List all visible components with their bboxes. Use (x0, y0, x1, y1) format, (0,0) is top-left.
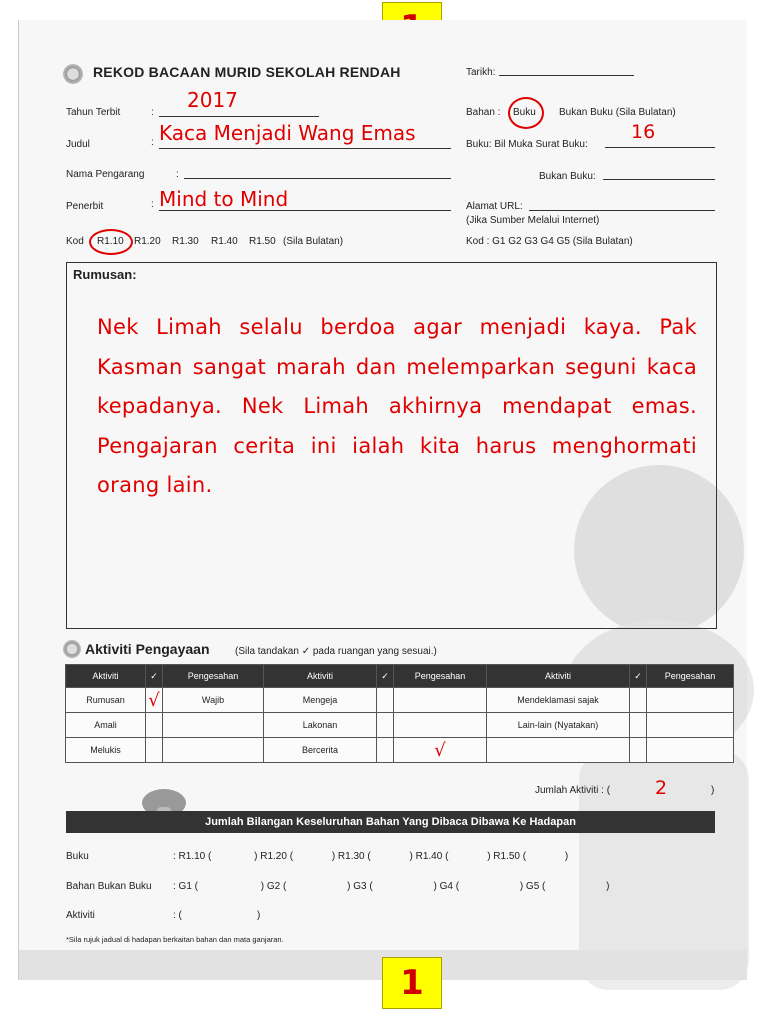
sun-icon (63, 64, 83, 84)
cell-activity: Bercerita (264, 738, 377, 763)
table-row (66, 738, 734, 763)
bukan-g5: ) G5 ( (519, 881, 546, 892)
cell-activity: Mengeja (264, 688, 377, 713)
cell-pengesahan (394, 713, 487, 738)
table-row (66, 713, 734, 738)
table-header-row (66, 665, 734, 688)
totals-buku-label: Buku (66, 851, 89, 862)
bukan-g3: ) G3 ( (347, 881, 373, 892)
bukan-close: ) (606, 881, 610, 892)
judul-value: Kaca Menjadi Wang Emas (159, 121, 416, 145)
jumlah-aktiviti-label: Jumlah Aktiviti : ( (535, 785, 611, 796)
header-check: ✓ (377, 665, 394, 688)
rumusan-text: Nek Limah selalu berdoa agar menjadi kaya. Pak Kasman sangat marah dan melemparkan seguni kaca kepadanya. Nek Limah akhirnya mendapat emas. Pengajaran cerita ini ialah kita harus menghormati orang lain. (97, 315, 697, 497)
bahan-selection-circle (508, 97, 544, 129)
bahan-label: Bahan : (466, 107, 501, 118)
cell-check (377, 738, 394, 763)
header-aktiviti: Aktiviti (66, 665, 146, 688)
page-number-badge-bottom: 1 (382, 957, 442, 1009)
cell-check (630, 713, 647, 738)
cell-activity (487, 738, 630, 763)
cell-pengesahan (647, 688, 734, 713)
kod-option-r130: R1.30 (172, 236, 199, 247)
cell-pengesahan: √ (394, 738, 487, 763)
buku-r150: ) R1.50 ( (487, 851, 527, 862)
muka-surat-line (605, 147, 715, 148)
header-aktiviti: Aktiviti (487, 665, 630, 688)
bahan-bukan-option: Bukan Buku (Sila Bulatan) (559, 107, 676, 118)
cell-check (146, 713, 163, 738)
table-row (66, 688, 734, 713)
kod-option-r140: R1.40 (211, 236, 238, 247)
cell-activity: Rumusan (66, 688, 146, 713)
form-title: REKOD BACAAN MURID SEKOLAH RENDAH (93, 64, 401, 80)
cell-pengesahan: Wajib (163, 688, 264, 713)
cell-pengesahan (394, 688, 487, 713)
bukan-buku-line (603, 179, 715, 180)
alamat-url-note: (Jika Sumber Melalui Internet) (466, 215, 600, 226)
colon: : (176, 169, 179, 180)
totals-buku-items (173, 851, 568, 862)
cell-check (146, 738, 163, 763)
totals-aktiviti-close: ) (257, 910, 261, 921)
totals-bukan-label: Bahan Bukan Buku (66, 881, 152, 892)
footnote: *Sila rujuk jadual di hadapan berkaitan bahan dan mata ganjaran. (66, 935, 284, 944)
tahun-terbit-line (159, 116, 319, 117)
colon: : (151, 107, 154, 118)
header-pengesahan: Pengesahan (163, 665, 264, 688)
cell-pengesahan (647, 713, 734, 738)
jumlah-bilangan-bar: Jumlah Bilangan Keseluruhan Bahan Yang Dibaca Dibawa Ke Hadapan (66, 811, 715, 833)
cell-check: √ (146, 688, 163, 713)
buku-r110: : R1.10 ( (173, 851, 212, 862)
header-check: ✓ (146, 665, 163, 688)
cell-activity: Lain-lain (Nyatakan) (487, 713, 630, 738)
pengarang-line (184, 178, 451, 179)
buku-close: ) (564, 851, 569, 862)
bukan-g2: ) G2 ( (260, 881, 287, 892)
cell-check (377, 713, 394, 738)
kod-selection-circle (89, 229, 133, 255)
kod-option-r120: R1.20 (134, 236, 161, 247)
cell-pengesahan (163, 738, 264, 763)
totals-aktiviti-label: Aktiviti (66, 910, 95, 921)
header-pengesahan: Pengesahan (394, 665, 487, 688)
pengarang-label: Nama Pengarang (66, 169, 145, 180)
cell-pengesahan (647, 738, 734, 763)
header-aktiviti: Aktiviti (264, 665, 377, 688)
muka-surat-label: Buku: Bil Muka Surat Buku: (466, 139, 588, 150)
aktiviti-table (65, 664, 734, 763)
bahan-buku-option: Buku (513, 107, 536, 118)
aktiviti-note: (Sila tandakan ✓ pada ruangan yang sesuai.) (235, 646, 437, 657)
totals-bukan-items (173, 881, 610, 892)
muka-surat-value: 16 (631, 121, 656, 143)
buku-r120: ) R1.20 ( (254, 851, 294, 862)
cell-check (630, 688, 647, 713)
kod-g-label: Kod : G1 G2 G3 G4 G5 (Sila Bulatan) (466, 236, 633, 247)
tarikh-label: Tarikh: (466, 67, 496, 78)
cell-pengesahan (163, 713, 264, 738)
rumusan-box (66, 262, 717, 629)
reading-record-sheet (18, 20, 747, 980)
cell-activity: Mendeklamasi sajak (487, 688, 630, 713)
tahun-terbit-label: Tahun Terbit (66, 107, 121, 118)
tarikh-line (499, 75, 634, 76)
totals-aktiviti-open: : ( (173, 910, 182, 921)
penerbit-value: Mind to Mind (159, 187, 289, 211)
tahun-terbit-value: 2017 (187, 88, 238, 112)
judul-line (159, 148, 451, 149)
bukan-buku-label: Bukan Buku: (539, 171, 596, 182)
kod-note: (Sila Bulatan) (283, 236, 344, 247)
alamat-url-label: Alamat URL: (466, 201, 523, 212)
penerbit-label: Penerbit (66, 201, 104, 212)
cell-activity: Melukis (66, 738, 146, 763)
jumlah-aktiviti-value: 2 (655, 777, 668, 799)
alamat-url-line (529, 210, 715, 211)
kod-option-r150: R1.50 (249, 236, 276, 247)
header-check: ✓ (630, 665, 647, 688)
colon: : (151, 137, 154, 148)
aktiviti-title: Aktiviti Pengayaan (85, 641, 210, 657)
rumusan-label: Rumusan: (73, 267, 137, 282)
header-pengesahan: Pengesahan (647, 665, 734, 688)
buku-r140: ) R1.40 ( (409, 851, 449, 862)
colon: : (151, 199, 154, 210)
sun-icon (63, 640, 81, 658)
buku-r130: ) R1.30 ( (331, 851, 371, 862)
bukan-g4: ) G4 ( (433, 881, 460, 892)
kod-label: Kod (66, 236, 84, 247)
cell-activity: Lakonan (264, 713, 377, 738)
cell-check (630, 738, 647, 763)
judul-label: Judul (66, 139, 90, 150)
jumlah-aktiviti-close: ) (711, 785, 715, 796)
cell-activity: Amali (66, 713, 146, 738)
kod-option-r110: R1.10 (97, 236, 124, 247)
cell-check (377, 688, 394, 713)
bukan-g1: : G1 ( (173, 881, 199, 892)
